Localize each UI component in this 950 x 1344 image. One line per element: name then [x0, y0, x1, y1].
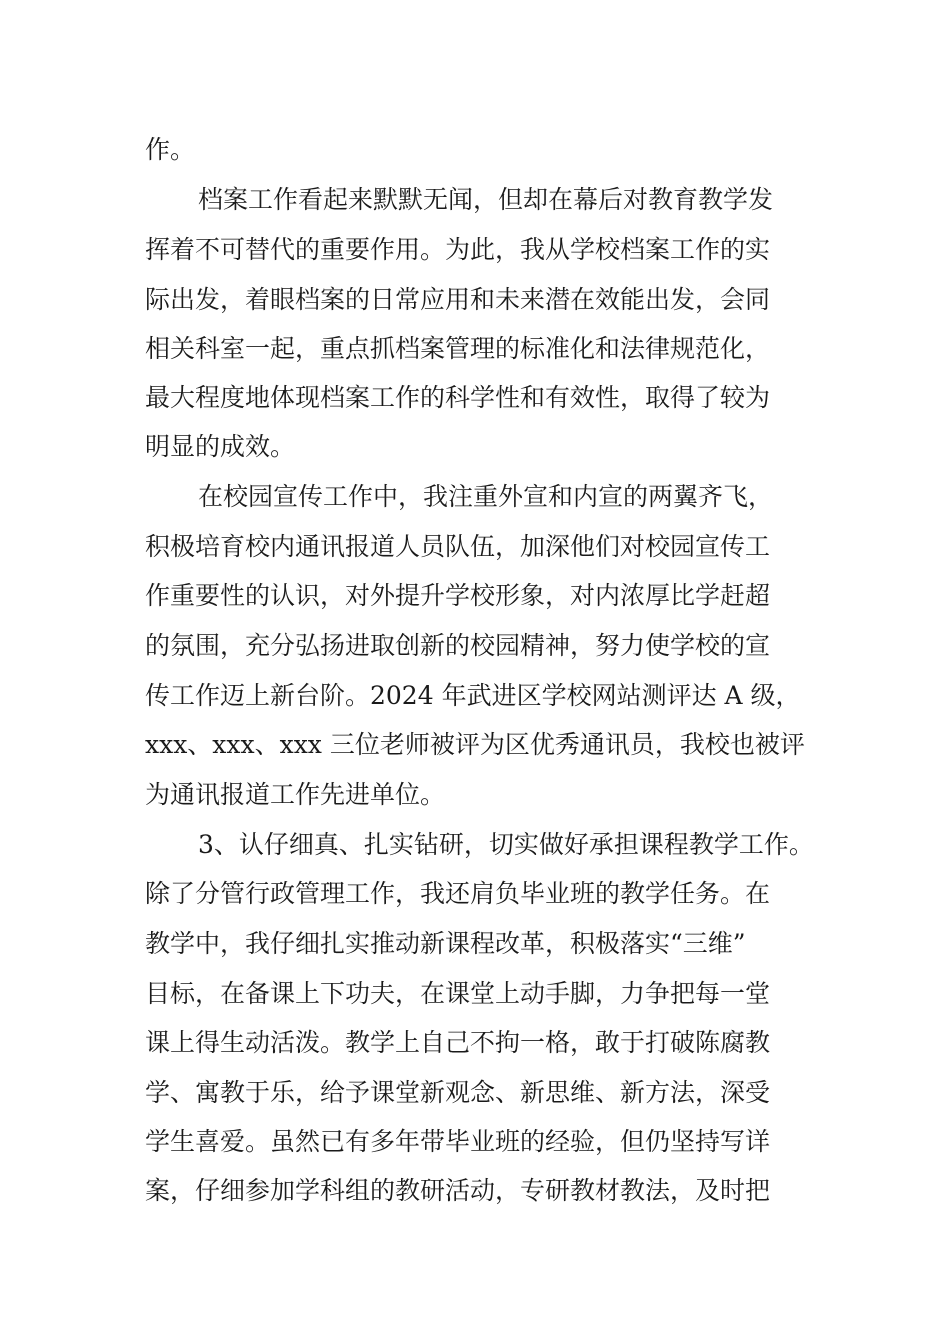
- text-line: 相关科室一起，重点抓档案管理的标准化和法律规范化，: [145, 334, 771, 363]
- paragraph-first-line: 档案工作看起来默默无闻，但却在幕后对教育教学发: [198, 185, 774, 214]
- text-line: 为通讯报道工作先进单位。: [145, 780, 446, 809]
- text-line: 传工作迈上新台阶。2024 年武进区学校网站测评达 A 级，: [145, 681, 801, 710]
- text-line: 学生喜爱。虽然已有多年带毕业班的经验，但仍坚持写详: [145, 1127, 771, 1156]
- text-line: 挥着不可替代的重要作用。为此，我从学校档案工作的实: [145, 235, 771, 264]
- text-line: 课上得生动活泼。教学上自己不拘一格，敢于打破陈腐教: [145, 1028, 771, 1057]
- text-line: xxx、xxx、xxx 三位老师被评为区优秀通讯员，我校也被评: [145, 730, 805, 759]
- text-line: 作重要性的认识，对外提升学校形象，对内浓厚比学赶超: [145, 581, 771, 610]
- text-line: 的氛围，充分弘扬进取创新的校园精神，努力使学校的宣: [145, 631, 771, 660]
- text-line: 际出发，着眼档案的日常应用和未来潜在效能出发，会同: [145, 285, 771, 314]
- text-line: 学、寓教于乐，给予课堂新观念、新思维、新方法，深受: [145, 1078, 771, 1107]
- text-line: 除了分管行政管理工作，我还肩负毕业班的教学任务。在: [145, 879, 771, 908]
- text-line: 最大程度地体现档案工作的科学性和有效性，取得了较为: [145, 383, 771, 412]
- paragraph-first-line: 3、认仔细真、扎实钻研，切实做好承担课程教学工作。: [198, 830, 814, 859]
- paragraph-first-line: 在校园宣传工作中，我注重外宣和内宣的两翼齐飞，: [198, 482, 774, 511]
- text-line: 积极培育校内通讯报道人员队伍，加深他们对校园宣传工: [145, 532, 771, 561]
- text-line: 作。: [145, 135, 196, 164]
- text-line: 明显的成效。: [145, 432, 296, 461]
- text-line: 目标，在备课上下功夫，在课堂上动手脚，力争把每一堂: [145, 979, 771, 1008]
- text-line: 案，仔细参加学科组的教研活动，专研教材教法，及时把: [145, 1176, 771, 1205]
- text-line: 教学中，我仔细扎实推动新课程改革，积极落实“三维”: [145, 929, 746, 958]
